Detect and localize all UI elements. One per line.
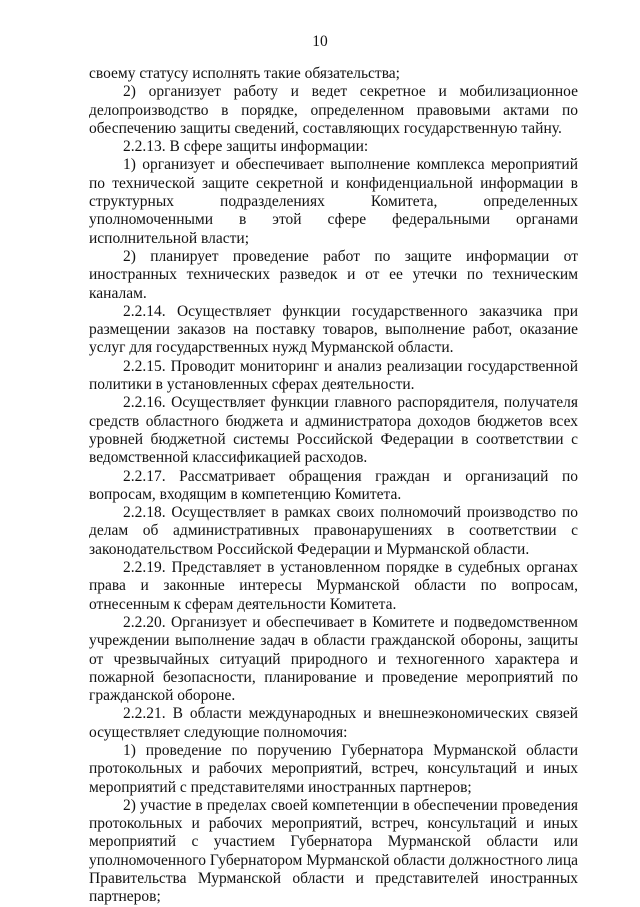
page-number: 10 (312, 33, 328, 50)
paragraph: 2.2.17. Рассматривает обращения граждан и организаций по вопросам, входящим в компетенцию Комитета. (89, 467, 578, 503)
paragraph: 2) организует работу и ведет секретное и мобилизационное делопроизводство в порядке, определенном правовыми актами по обеспечению защиты сведений, составляющих государственную тайну. (89, 83, 578, 137)
paragraph: 2.2.14. Осуществляет функции государственного заказчика при размещении заказов на поставку товаров, выполнение работ, оказание услуг для государственных нужд Мурманской области. (89, 302, 578, 357)
section-heading: 2.2.13. В сфере защиты информации: (123, 138, 369, 156)
section-heading: 2.2.21. В области международных и внешнеэкономических связей осуществляет следующие полномочия: (89, 705, 578, 741)
paragraph: 2.2.20. Организует и обеспечивает в Комитете и подведомственном учреждении выполнение задач в области гражданской обороны, защиты от чрезвычайных ситуаций природного и техногенного характера и пожарной безопасности, планирование и проведение мероприятий по гражданской обороне. (89, 613, 578, 705)
paragraph: 1) проведение по поручению Губернатора Мурманской области протокольных и рабочих мероприятий, встреч, консультаций и иных мероприятий с представителями иностранных партнеров; (89, 741, 578, 796)
paragraph: 2.2.19. Представляет в установленном порядке в судебных органах права и законные интересы Мурманской области по вопросам, отнесенным к сферам деятельности Комитета. (89, 559, 578, 613)
paragraph: 2.2.16. Осуществляет функции главного распорядителя, получателя средств областного бюджета и администратора доходов бюджетов всех уровней бюджетной системы Российской Федерации в соответствии с ведомственной классификацией расходов. (89, 394, 578, 467)
paragraph: своему статусу исполнять такие обязательства; (89, 65, 400, 82)
paragraph: 2.2.15. Проводит мониторинг и анализ реализации государственной политики в установленных сферах деятельности. (89, 357, 578, 394)
paragraph: 1) организует и обеспечивает выполнение комплекса мероприятий по технической защите секретной и конфиденциальной информации в структурных подразделениях Комитета, определенных уполномоченными в этой сфере федеральными органами исполнительной власти; (89, 156, 578, 247)
paragraph: 2) участие в пределах своей компетенции в обеспечении проведения протокольных и рабочих мероприятий, встреч, консультаций и иных мероприятий с участием Губернатора Мурманской области или уполномоченного Губернатором Мурманской области должностного лица Правительства Мурманской области и представителей иностранных партнеров; (89, 796, 578, 906)
document-body (89, 65, 578, 907)
paragraph: 2) планирует проведение работ по защите информации от иностранных технических разведок и от ее утечки по техническим каналам. (89, 247, 578, 302)
paragraph: 2.2.18. Осуществляет в рамках своих полномочий производство по делам об административных правонарушениях в соответствии с законодательством Российской Федерации и Мурманской области. (89, 504, 578, 558)
